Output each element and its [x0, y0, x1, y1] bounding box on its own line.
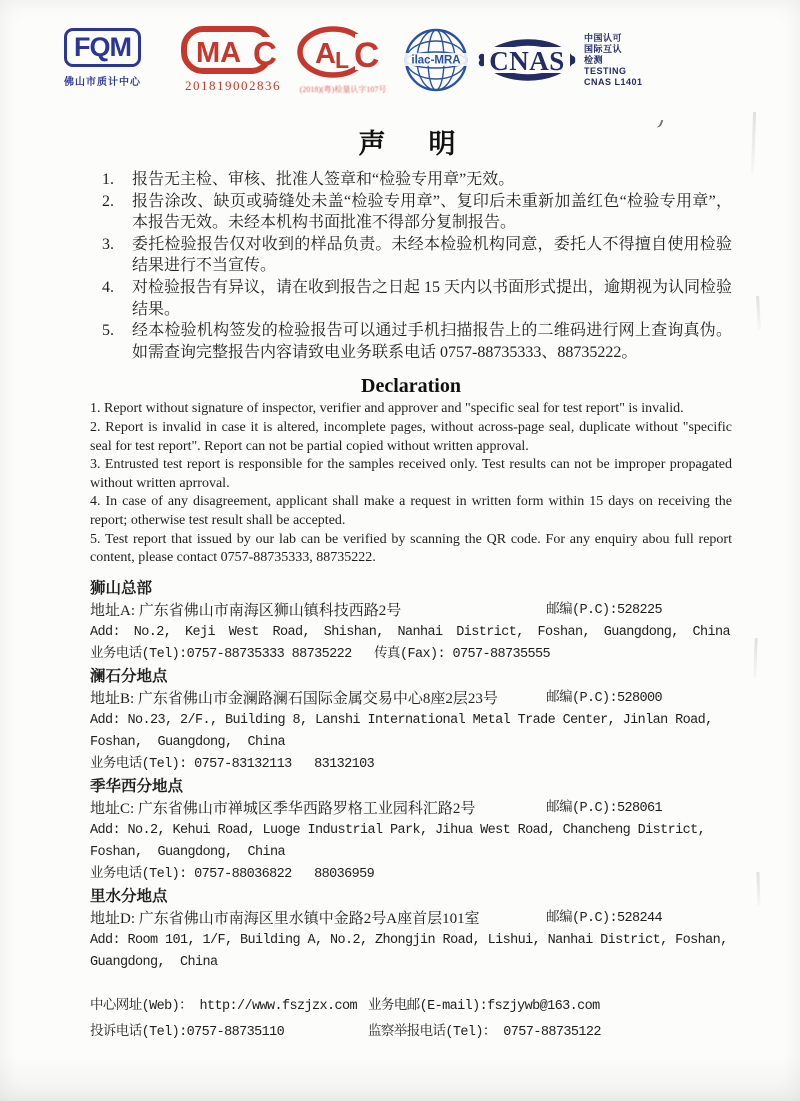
ilac-mra-logo — [403, 27, 469, 98]
cnas-side-line: CNAS L1401 — [584, 77, 643, 87]
fqm-logo-text: FQM — [74, 32, 131, 62]
cal-logo — [297, 26, 389, 95]
declaration-list-en — [90, 400, 732, 567]
address-cn: 地址A: 广东省佛山市南海区狮山镇科技西路2号 — [90, 602, 402, 619]
location-section-shishan — [90, 578, 732, 666]
statement-item-cn — [90, 191, 732, 234]
location-name: 季华西分地点 — [90, 777, 184, 795]
item-text: 报告无主检、审核、批准人签章和“检验专用章”无效。 — [132, 171, 515, 188]
fqm-logo — [64, 28, 141, 88]
cnas-mark-icon — [477, 32, 577, 88]
email-line: 业务电邮(E-mail):fszjywb@163.com — [368, 998, 600, 1014]
location-section-lishui — [90, 886, 732, 974]
declaration-item-en: 4. In case of any disagreement, applicant shall make a request in written form within 15 days on receiving the report; otherwise test result shall be accepted. — [90, 494, 732, 528]
cnas-side-line: 国际互认 — [584, 44, 623, 54]
postal-code: 邮编(P.C):528225 — [546, 602, 662, 618]
location-name: 狮山总部 — [90, 579, 153, 597]
postal-code: 邮编(P.C):528061 — [546, 800, 662, 816]
location-section-jihuaxi — [90, 776, 732, 886]
address-en: Add: No.23, 2/F., Building 8, Lanshi International Metal Trade Center, Jinlan Road, — [90, 712, 713, 728]
postal-code: 邮编(P.C):528244 — [546, 910, 662, 926]
scan-crease — [756, 296, 761, 330]
cal-mark-icon — [297, 26, 389, 78]
declaration-item-en: 3. Entrusted test report is responsible for the samples received only. Test results can not be improper propagated without written aprroval. — [90, 457, 732, 491]
supervision-phone-line: 监察举报电话(Tel)： 0757-88735122 — [368, 1024, 601, 1040]
statement-title-cn: 声 明 — [358, 129, 464, 159]
statement-item-cn — [90, 277, 732, 320]
cnas-text: CNAS — [489, 46, 565, 76]
phone-line: 业务电话(Tel): 0757-88036822 88036959 — [90, 866, 375, 882]
statement-item-cn — [90, 169, 732, 191]
location-name: 澜石分地点 — [90, 667, 168, 685]
cnas-side-line: TESTING — [584, 66, 627, 76]
cnas-logo — [477, 32, 577, 93]
scan-crease — [751, 112, 756, 174]
cal-a-text: A — [315, 38, 336, 70]
statement-item-cn — [90, 320, 732, 363]
office-locations — [90, 578, 732, 974]
address-en: Add: Room 101, 1/F, Building A, No.2, Zhongjin Road, Lishui, Nanhai District, Foshan, — [90, 932, 728, 948]
item-text: 经本检验机构签发的检验报告可以通过手机扫描报告上的二维码进行网上查询真伪。如需查询完整报告内容请致电业务联系电话 0757-88735333、88735222。 — [132, 322, 732, 361]
address-en: Foshan, Guangdong, China — [90, 844, 286, 860]
fqm-logo-box — [64, 28, 141, 67]
cal-l-text: L — [335, 47, 350, 73]
cma-c-text: C — [253, 35, 277, 72]
address-en: Add: No.2, Kehui Road, Luoge Industrial Park, Jihua West Road, Chancheng District, — [90, 822, 706, 838]
cal-c-text: C — [354, 36, 380, 75]
declaration-title-en: Declaration — [361, 375, 461, 398]
statement-list-cn — [90, 169, 732, 363]
address-cn: 地址D: 广东省佛山市南海区里水镇中金路2号A座首层101室 — [90, 910, 480, 927]
declaration-item-en: 5. Test report that issued by our lab can be verified by scanning the QR code. For any enquiry abou full report content, please contact 0757-88735333, 88735222. — [90, 531, 732, 566]
complaint-phone-line: 投诉电话(Tel):0757-88735110 — [90, 1024, 285, 1040]
fqm-caption: 佛山市质计中心 — [64, 77, 141, 88]
item-number: 5. — [102, 322, 114, 340]
address-en: Guangdong, China — [90, 954, 218, 970]
cnas-accreditation-text — [584, 33, 643, 88]
item-text: 委托检验报告仅对收到的样品负责。未经本检验机构同意，委托人不得擅自使用检验结果进行不当宣传。 — [132, 235, 732, 275]
item-number: 3. — [102, 235, 114, 253]
ilac-mra-text: ilac-MRA — [411, 54, 461, 67]
address-en: Foshan, Guangdong, China — [90, 734, 286, 750]
statement-item-cn — [90, 234, 732, 277]
ilac-globe-icon — [403, 27, 469, 93]
item-number: 4. — [102, 278, 114, 296]
address-cn: 地址C: 广东省佛山市禅城区季华西路罗格工业园科汇路2号 — [90, 800, 476, 817]
address-cn: 地址B: 广东省佛山市金澜路澜石国际金属交易中心8座2层23号 — [90, 690, 498, 707]
item-number: 1. — [102, 171, 114, 188]
item-text: 报告涂改、缺页或骑缝处未盖“检验专用章”、复印后未重新加盖红色“检验专用章”，本报告无效。未经本机构书面批准不得部分复制报告。 — [132, 192, 732, 232]
phone-line: 业务电话(Tel): 0757-83132113 83132103 — [90, 756, 375, 772]
item-text: 对检验报告有异议，请在收到报告之日起 15 天内以书面形式提出，逾期视为认同检验结果。 — [132, 278, 733, 318]
address-row — [90, 688, 732, 710]
scan-crease — [756, 872, 760, 906]
cal-caption: (2018)(粤)检量认字107号 — [299, 85, 387, 94]
cma-ma-text: MA — [196, 37, 242, 69]
contact-footer — [90, 996, 732, 1044]
declaration-item-en: 1. Report without signature of inspector, verifier and approver and "specific seal for test report" is invalid. — [90, 401, 684, 417]
location-name: 里水分地点 — [90, 887, 168, 905]
address-en: Add: No.2, Keji West Road, Shishan, Nanhai District, Foshan, Guangdong, China — [90, 624, 730, 640]
document-body — [90, 122, 732, 1044]
location-section-lanshi — [90, 666, 732, 776]
item-number: 2. — [102, 192, 114, 210]
cnas-side-line: 中国认可 — [584, 33, 623, 43]
phone-line: 业务电话(Tel):0757-88735333 88735222 传真(Fax): 0757-88735555 — [90, 646, 550, 662]
declaration-item-en: 2. Report is invalid in case it is altered, incomplete pages, without across-page seal, duplicate without "specific seal for test report". Report can not be partial copied without written approval. — [90, 419, 732, 454]
scan-crease — [753, 638, 757, 678]
cnas-side-line: 检测 — [584, 55, 604, 65]
cma-mark-icon — [181, 26, 285, 76]
postal-code: 邮编(P.C):528000 — [546, 690, 662, 706]
header-logos — [0, 0, 800, 98]
address-row — [90, 600, 732, 622]
cma-logo — [181, 26, 285, 94]
website-line: 中心网址(Web)： http://www.fszjzx.com — [90, 998, 358, 1014]
cma-certificate-number: 201819002836 — [185, 78, 281, 93]
address-row — [90, 908, 732, 930]
address-row — [90, 798, 732, 820]
